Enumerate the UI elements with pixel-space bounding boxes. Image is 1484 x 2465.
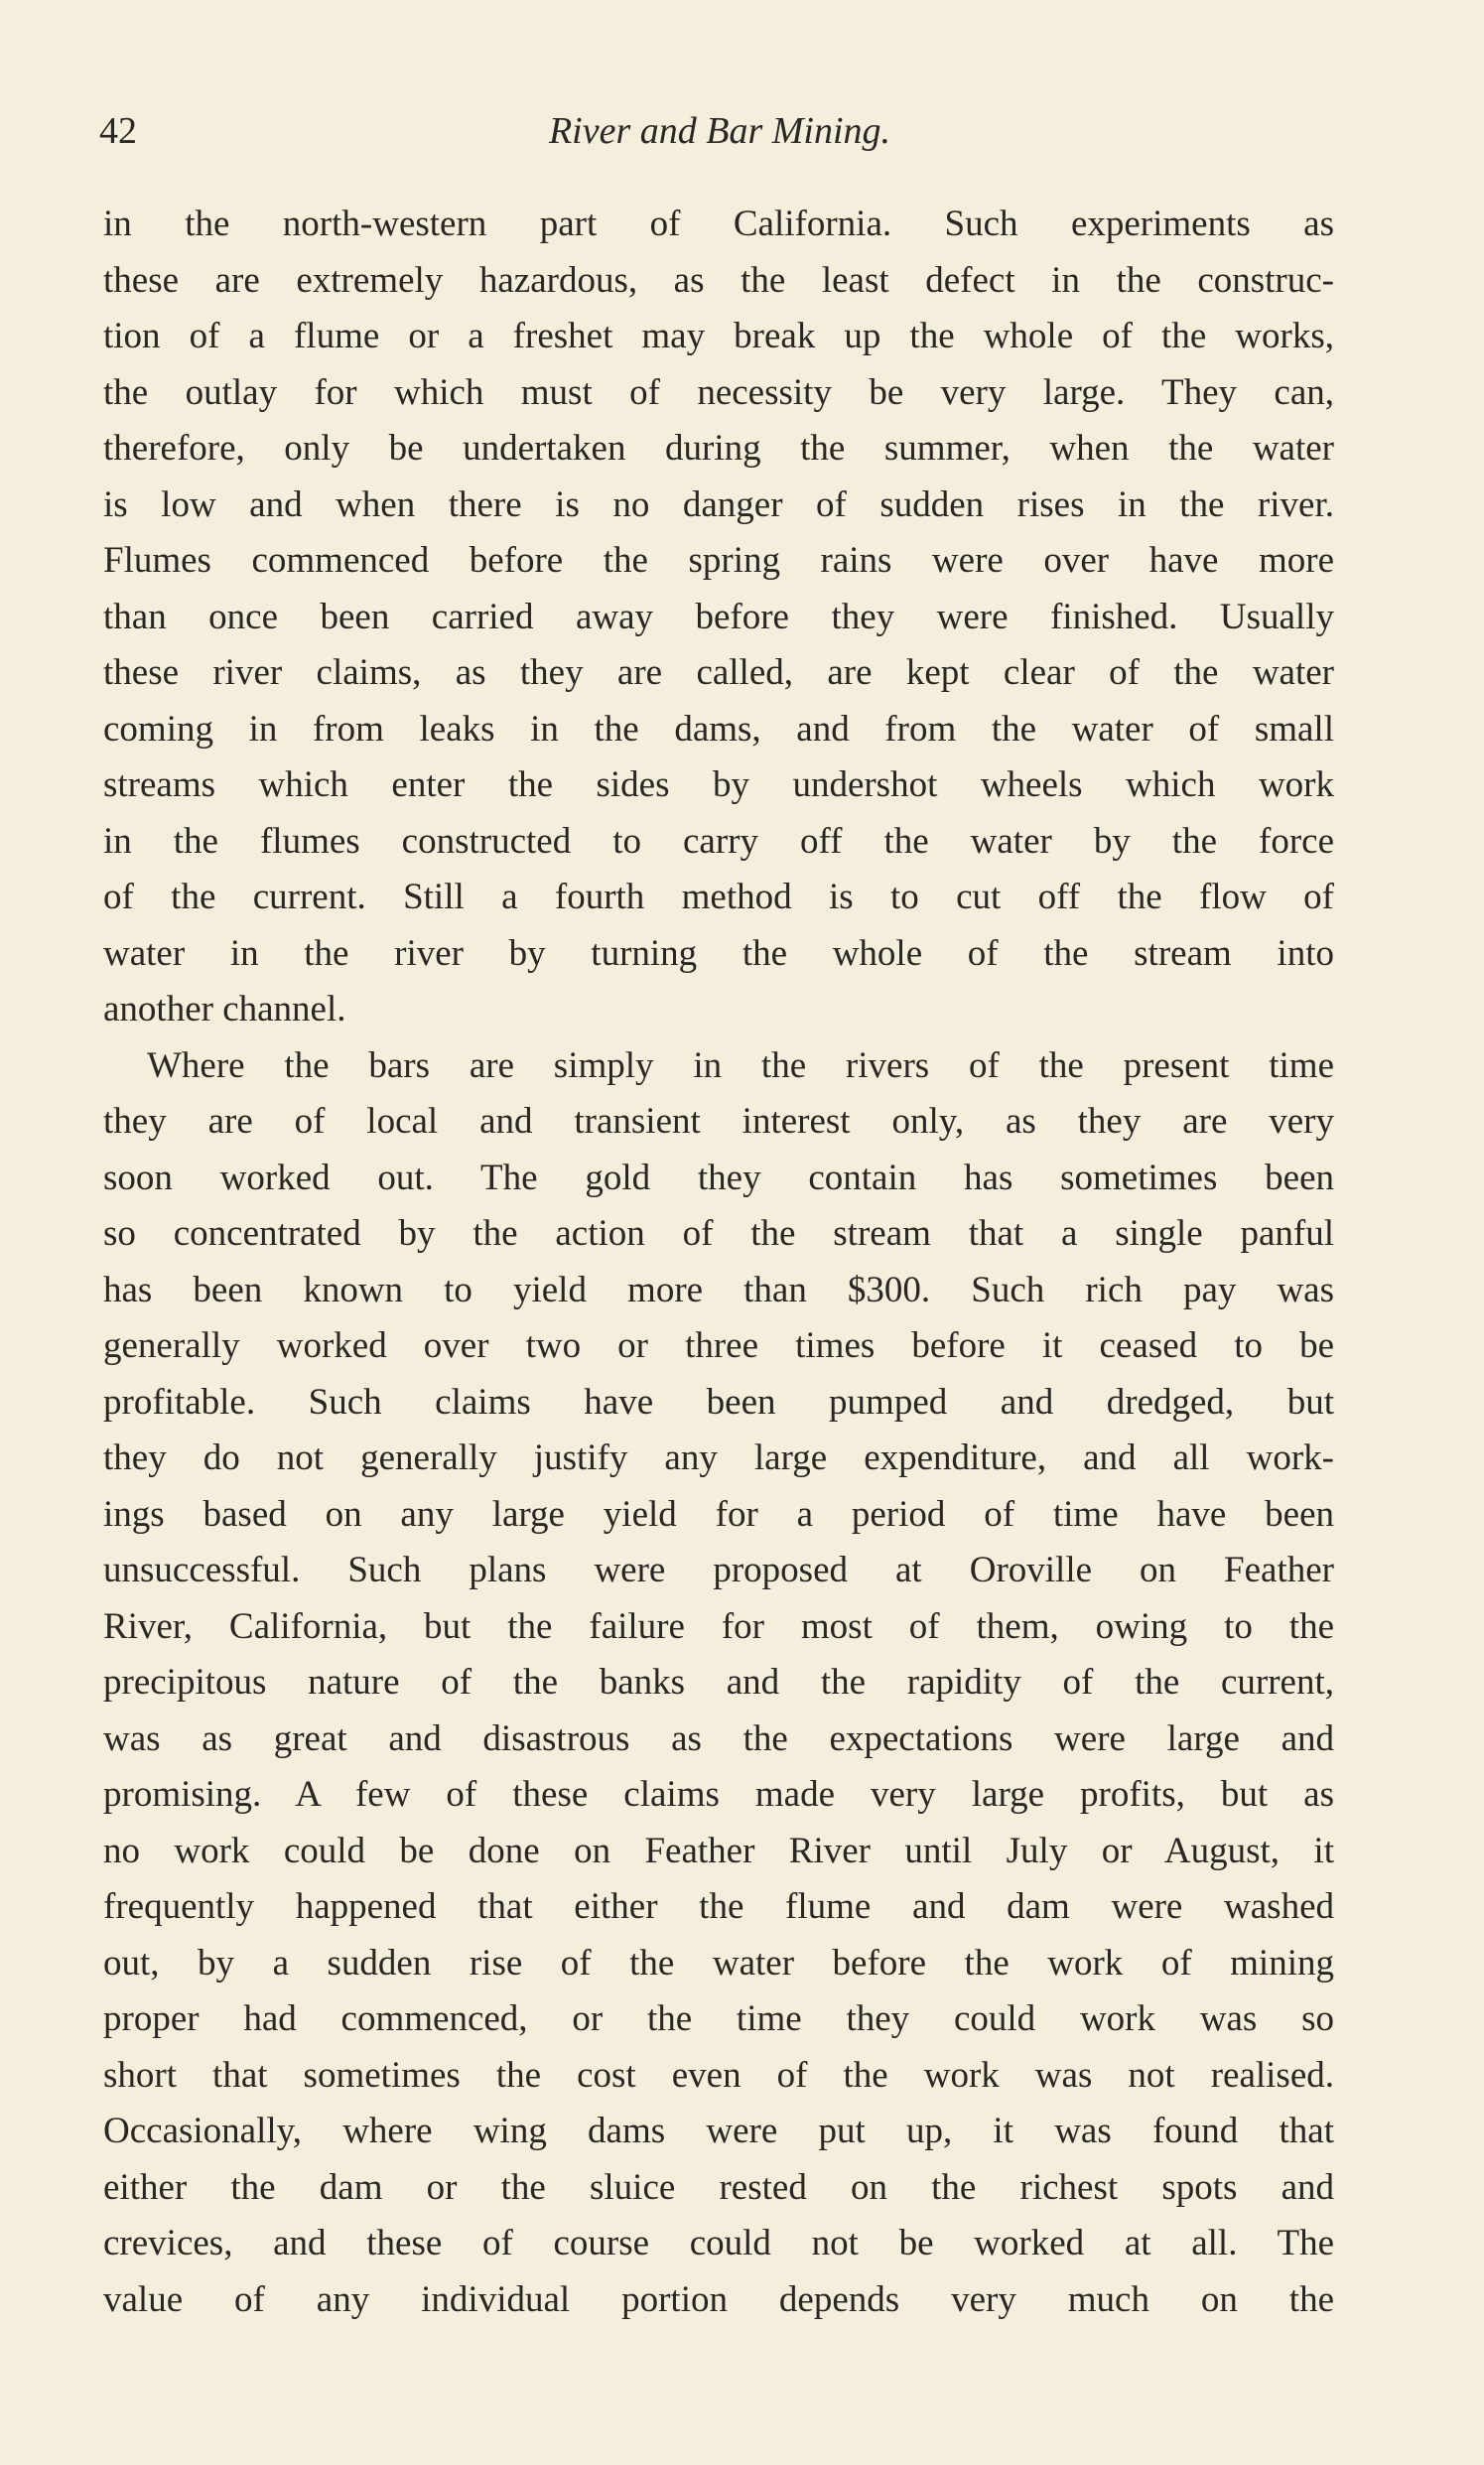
paragraph-2 — [103, 1038, 1334, 2329]
text-line: they do not generally justify any large expenditure, and all work- — [103, 1438, 1334, 1478]
text-line: in the north-western part of California. Such experiments as — [103, 204, 1334, 244]
text-line: either the dam or the sluice rested on the richest spots and — [103, 2166, 1334, 2208]
text-line: of the current. Still a fourth method is to cut off the flow of — [103, 877, 1334, 917]
text-line: Occasionally, where wing dams were put up, it was found that — [103, 2111, 1334, 2151]
text-line: short that sometimes the cost even of the work was not realised. — [103, 2054, 1334, 2096]
text-line: promising. A few of these claims made very large profits, but as — [103, 1774, 1334, 1815]
text-line: in the flumes constructed to carry off the water by the force — [103, 820, 1334, 862]
page-header — [99, 109, 1340, 169]
text-line: therefore, only be undertaken during the summer, when the water — [103, 428, 1334, 469]
text-line: Flumes commenced before the spring rains were over have more — [103, 540, 1334, 581]
text-line: precipitous nature of the banks and the rapidity of the current, — [103, 1662, 1334, 1703]
text-line: these river claims, as they are called, are kept clear of the water — [103, 652, 1334, 693]
text-line: crevices, and these of course could not be worked at all. The — [103, 2223, 1334, 2263]
text-line: tion of a flume or a freshet may break up the whole of the works, — [103, 316, 1334, 356]
text-line: coming in from leaks in the dams, and from the water of small — [103, 708, 1334, 750]
text-line: so concentrated by the action of the stream that a single panful — [103, 1213, 1334, 1254]
text-line: these are extremely hazardous, as the least defect in the construc- — [103, 259, 1334, 301]
text-line: than once been carried away before they were finished. Usually — [103, 596, 1334, 637]
text-line: soon worked out. The gold they contain has sometimes been — [103, 1157, 1334, 1198]
body-text — [103, 197, 1334, 2328]
text-line: generally worked over two or three times before it ceased to be — [103, 1325, 1334, 1366]
text-line: profitable. Such claims have been pumped and dredged, but — [103, 1381, 1334, 1423]
text-line: they are of local and transient interest only, as they are very — [103, 1101, 1334, 1142]
text-line: River, California, but the failure for most of them, owing to the — [103, 1605, 1334, 1647]
text-line: value of any individual portion depends very much on the — [103, 2278, 1334, 2320]
text-line: is low and when there is no danger of sudden rises in the river. — [103, 483, 1334, 525]
text-line: streams which enter the sides by undershot wheels which work — [103, 764, 1334, 805]
text-line: frequently happened that either the flume and dam were washed — [103, 1886, 1334, 1927]
text-line: ings based on any large yield for a period of time have been — [103, 1493, 1334, 1535]
text-line: another channel. — [103, 989, 346, 1029]
text-line: Where the bars are simply in the rivers of the present time — [147, 1044, 1334, 1086]
paragraph-1 — [103, 197, 1334, 1038]
text-line: proper had commenced, or the time they could work was so — [103, 1998, 1334, 2039]
text-line: water in the river by turning the whole of the stream into — [103, 932, 1334, 974]
running-title: River and Bar Mining. — [548, 110, 891, 152]
page-number: 42 — [99, 110, 137, 152]
text-line: unsuccessful. Such plans were proposed at Oroville on Feather — [103, 1550, 1334, 1590]
text-line: the outlay for which must of necessity be very large. They can, — [103, 371, 1334, 413]
text-line: out, by a sudden rise of the water before the work of mining — [103, 1942, 1334, 1984]
text-line: was as great and disastrous as the expectations were large and — [103, 1717, 1334, 1759]
text-line: no work could be done on Feather River until July or August, it — [103, 1830, 1334, 1871]
text-line: has been known to yield more than $300. Such rich pay was — [103, 1269, 1334, 1310]
